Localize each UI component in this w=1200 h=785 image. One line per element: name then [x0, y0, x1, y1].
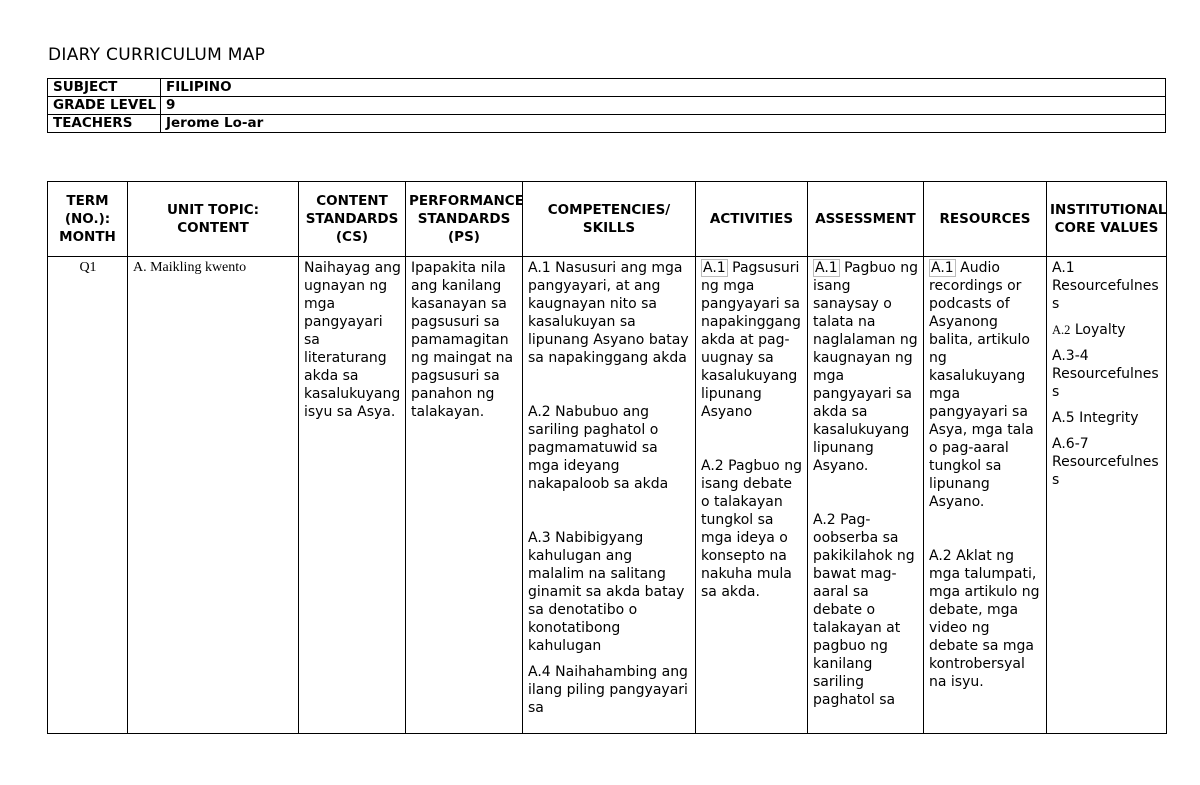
info-table [47, 78, 1166, 133]
info-row-grade [48, 97, 1166, 115]
content-standard-cell: Naihayag ang ugnayan ng mga pangyayari sa literaturang akda sa kasalukuyang isyu sa Asya. [299, 257, 406, 734]
curriculum-map-table [47, 181, 1167, 734]
competency-a4: A.4 Naihahambing ang ilang piling pangyayari sa [528, 664, 688, 716]
header-assessment: ASSESSMENT [808, 182, 924, 257]
core-value-a3-4: A.3-4 Resourcefulness [1052, 348, 1159, 400]
teachers-value: Jerome Lo-ar [161, 115, 1166, 133]
resources-cell [924, 257, 1047, 734]
core-value-a2-text: Loyalty [1074, 322, 1126, 338]
assessment-a1-code: A.1 [815, 260, 838, 276]
competency-a2: A.2 Nabubuo ang sariling paghatol o pagmamatuwid sa mga ideyang nakapaloob sa akda [528, 404, 669, 492]
core-value-a1: A.1 Resourcefulness [1052, 260, 1159, 312]
header-competencies: COMPETENCIES/ SKILLS [523, 182, 696, 257]
info-row-subject [48, 79, 1166, 97]
table-row [48, 257, 1167, 734]
competency-a3: A.3 Nabibigyang kahulugan ang malalim na salitang ginamit sa akda batay sa denotatibo o konotatibong kahulugan [528, 530, 685, 654]
activity-a1-text: Pagsusuri ng mga pangyayari sa napakinggang akda at pag-uugnay sa kasalukuyang lipunang Asyano [701, 260, 801, 420]
activity-a2: A.2 Pagbuo ng isang debate o talakayan tungkol sa mga ideya o konsepto na nakuha mula sa akda. [701, 458, 802, 600]
resource-a1 [929, 259, 1042, 511]
header-term: TERM (NO.): MONTH [48, 182, 128, 257]
unit-topic-cell: A. Maikling kwento [128, 257, 299, 734]
performance-standard-cell: Ipapakita nila ang kanilang kasanayan sa pagsusuri sa pamamagitan ng maingat na pagsusuri sa panahon ng talakayan. [406, 257, 523, 734]
header-unit-topic: UNIT TOPIC: CONTENT [128, 182, 299, 257]
subject-label: SUBJECT [48, 79, 161, 97]
header-resources: RESOURCES [924, 182, 1047, 257]
assessment-cell [808, 257, 924, 734]
term-cell: Q1 [48, 257, 128, 734]
competency-a1: A.1 Nasusuri ang mga pangyayari, at ang kaugnayan nito sa kasalukuyan sa lipunang Asyano batay sa napakinggang akda [528, 260, 689, 366]
grade-value: 9 [161, 97, 1166, 115]
resource-a2: A.2 Aklat ng mga talumpati, mga artikulo ng debate, mga video ng debate sa mga kontrobersyal na isyu. [929, 548, 1040, 690]
assessment-a2: A.2 Pag-oobserba sa pakikilahok ng bawat mag-aaral sa debate o talakayan at pagbuo ng kanilang sariling paghatol sa [813, 512, 915, 708]
header-core-values: INSTITUTIONAL CORE VALUES [1047, 182, 1167, 257]
teachers-label: TEACHERS [48, 115, 161, 133]
resource-a1-code: A.1 [931, 260, 954, 276]
header-row [48, 182, 1167, 257]
info-row-teachers [48, 115, 1166, 133]
core-value-a2 [1052, 321, 1162, 339]
core-value-a2-code: A.2 [1052, 323, 1071, 337]
activity-a1 [701, 259, 803, 421]
activity-a1-code: A.1 [703, 260, 726, 276]
core-value-a5: A.5 Integrity [1052, 410, 1139, 426]
header-content-standards: CONTENT STANDARDS (CS) [299, 182, 406, 257]
core-value-a6-7: A.6-7 Resourcefulness [1052, 436, 1159, 488]
assessment-a1 [813, 259, 919, 475]
core-values-cell [1047, 257, 1167, 734]
subject-value: FILIPINO [161, 79, 1166, 97]
activities-cell [696, 257, 808, 734]
document-title: DIARY CURRICULUM MAP [48, 45, 266, 65]
competencies-cell [523, 257, 696, 734]
header-performance-standards: PERFORMANCE STANDARDS (PS) [406, 182, 523, 257]
resource-a1-text: Audio recordings or podcasts of Asyanong balita, artikulo ng kasalukuyang mga pangyayari sa Asya, mga tala o pag-aaral tungkol sa lipunang Asyano. [929, 260, 1034, 510]
grade-label: GRADE LEVEL [48, 97, 161, 115]
header-activities: ACTIVITIES [696, 182, 808, 257]
assessment-a1-text: Pagbuo ng isang sanaysay o talata na naglalaman ng kaugnayan ng mga pangyayari sa akda sa kasalukuyang lipunang Asyano. [813, 260, 918, 474]
